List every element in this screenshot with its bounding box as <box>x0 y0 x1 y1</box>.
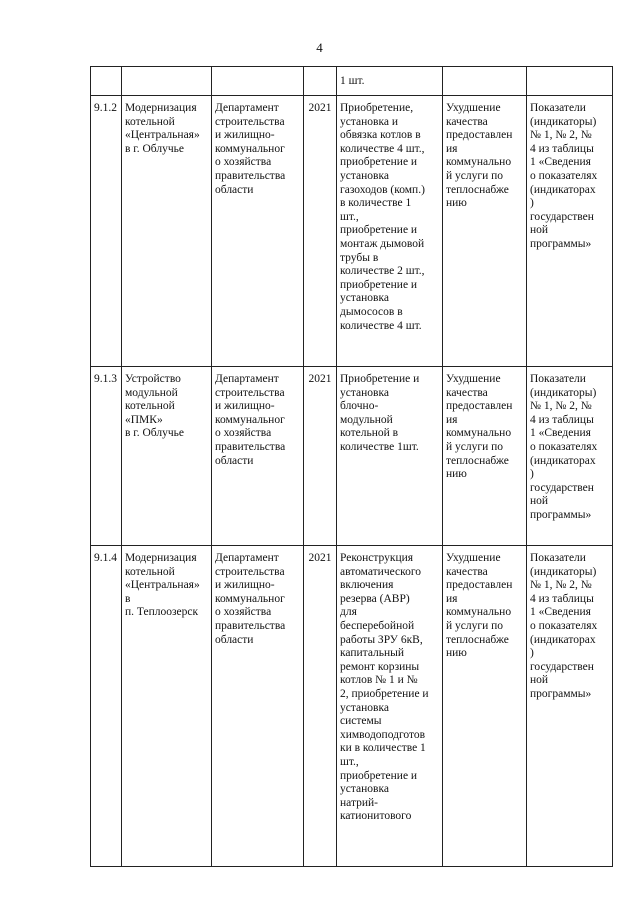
risks-cell: Ухудшение качества предоставлен ия коммунально й услуги по теплоснабже нию <box>443 546 527 867</box>
measures-cell: Реконструкция автоматического включения резерва (АВР) для бесперебойной работы ЗРУ 6кВ, капитальный ремонт корзины котлов № 1 и № 2, приобретение и установка системы химводоподготов ки в количестве 1 шт., приобретение и установка натрий- катионитового <box>337 546 443 867</box>
measures-table <box>90 66 613 867</box>
year-cell: 2021 <box>304 367 337 546</box>
measures-cell: Приобретение, установка и обвязка котлов в количестве 4 шт., приобретение и установка газоходов (комп.) в количестве 1 шт., приобретение и монтаж дымовой трубы в количестве 2 шт., приобретение и установка дымососов в количестве 4 шт. <box>337 96 443 367</box>
executor-cell: Департамент строительства и жилищно- коммунальног о хозяйства правительства области <box>212 367 304 546</box>
table-row <box>91 546 613 867</box>
year-cell <box>304 67 337 96</box>
year-cell: 2021 <box>304 96 337 367</box>
table-row <box>91 67 613 96</box>
object-cell: Устройство модульной котельной «ПМК» в г. Облучье <box>122 367 212 546</box>
year-cell: 2021 <box>304 546 337 867</box>
row-number-cell <box>91 67 122 96</box>
risks-cell: Ухудшение качества предоставлен ия коммунально й услуги по теплоснабже нию <box>443 96 527 367</box>
row-number-cell: 9.1.2 <box>91 96 122 367</box>
row-number-cell: 9.1.3 <box>91 367 122 546</box>
measures-cell: 1 шт. <box>337 67 443 96</box>
executor-cell <box>212 67 304 96</box>
object-cell: Модернизация котельной «Центральная» в г. Облучье <box>122 96 212 367</box>
risks-cell <box>443 67 527 96</box>
page-number: 4 <box>316 40 323 55</box>
indicators-cell: Показатели (индикаторы) № 1, № 2, № 4 из таблицы 1 «Сведения о показателях (индикаторах ) государствен ной программы» <box>527 546 613 867</box>
indicators-cell: Показатели (индикаторы) № 1, № 2, № 4 из таблицы 1 «Сведения о показателях (индикаторах ) государствен ной программы» <box>527 96 613 367</box>
measures-cell: Приобретение и установка блочно- модульной котельной в количестве 1шт. <box>337 367 443 546</box>
object-cell: Модернизация котельной «Центральная» в п. Теплоозерск <box>122 546 212 867</box>
risks-cell: Ухудшение качества предоставлен ия коммунально й услуги по теплоснабже нию <box>443 367 527 546</box>
object-cell <box>122 67 212 96</box>
table-row <box>91 367 613 546</box>
indicators-cell: Показатели (индикаторы) № 1, № 2, № 4 из таблицы 1 «Сведения о показателях (индикаторах ) государствен ной программы» <box>527 367 613 546</box>
executor-cell: Департамент строительства и жилищно- коммунальног о хозяйства правительства области <box>212 546 304 867</box>
table-row <box>91 96 613 367</box>
row-number-cell: 9.1.4 <box>91 546 122 867</box>
executor-cell: Департамент строительства и жилищно- коммунальног о хозяйства правительства области <box>212 96 304 367</box>
indicators-cell <box>527 67 613 96</box>
